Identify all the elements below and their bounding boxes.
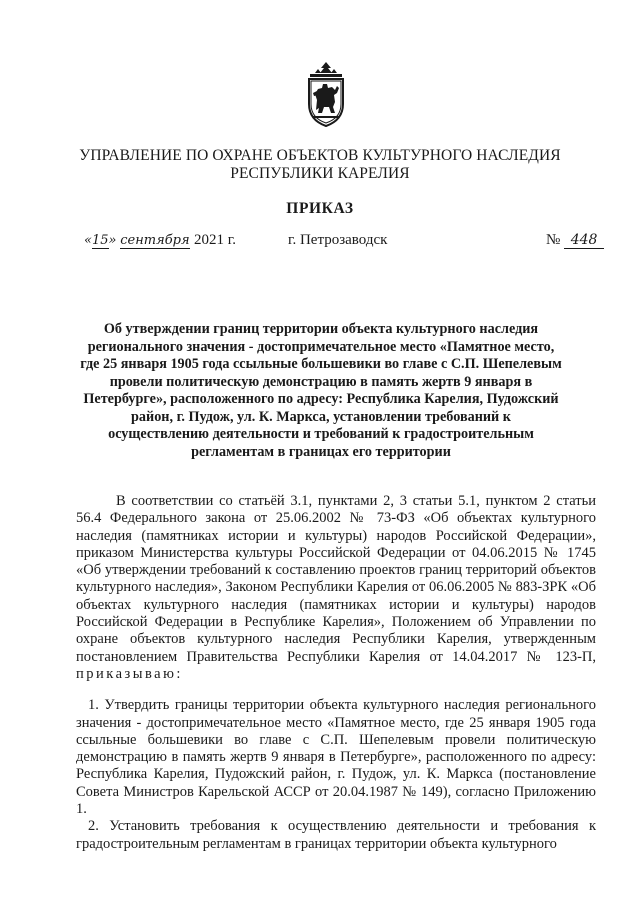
number-prefix: № <box>546 232 561 248</box>
document-type: ПРИКАЗ <box>286 200 354 217</box>
title-line: регламентам в границах его территории <box>191 443 451 460</box>
order-body <box>76 493 596 853</box>
date-day: 15 <box>91 233 109 248</box>
title-line: район, г. Пудож, ул. К. Маркса, установлении требований к <box>131 408 511 425</box>
title-line: провели политическую демонстрацию в память жертв 9 января в <box>109 373 533 390</box>
document-city: г. Петрозаводск <box>288 232 388 248</box>
order-title <box>64 321 578 461</box>
organization-name-line2: РЕСПУБЛИКИ КАРЕЛИЯ <box>230 165 410 182</box>
title-line: Петербурге», расположенного по адресу: Республика Карелия, Пудожский <box>83 391 559 407</box>
title-line: где 25 января 1905 года ссыльные большевики во главе с С.П. Шепелевым <box>80 356 562 372</box>
document-number <box>546 232 604 249</box>
order-item-1: 1. Утвердить границы территории объекта культурного наследия регионального значения - достопримечательное место «Памятное место, где 25 января 1905 года ссыльные большевики во главе с С.П. Шепелевым провели политическую демонстрацию в память жертв 9 января в Петербурге», расположенного по адресу: Республика Карелия, Пудожский район, г. Пудож, ул. К. Маркса (постановление Совета Министров Карельской АССР от 20.04.1987 № 149), согласно Приложению 1. <box>76 697 596 818</box>
title-line: регионального значения - достопримечательное место «Памятное место, <box>87 338 555 355</box>
number-value: 448 <box>564 232 604 249</box>
date-close-quote: » <box>108 233 117 248</box>
title-line: Об утверждении границ территории объекта культурного наследия <box>103 321 539 337</box>
organization-name-line1: УПРАВЛЕНИЕ ПО ОХРАНЕ ОБЪЕКТОВ КУЛЬТУРНОГО НАСЛЕДИЯ <box>79 147 561 164</box>
preamble-text: В соответствии со статьёй 3.1, пунктами 2, 3 статьи 5.1, пунктом 2 статьи 56.4 Федерального закона от 25.06.2002 № 73-ФЗ «Об объектах культурного наследия (памятниках истории и культуры) народов Российской Федерации», приказом Министерства культуры Российской Федерации от 04.06.2015 № 1745 «Об утверждении требований к составлению проектов границ территорий объектов культурного наследия», Законом Республики Карелия от 06.06.2005 № 883-ЗРК «Об объектах культурного наследия (памятниках истории и культуры) народов Российской Федерации в Республике Карелия», Положением об Управлении по охране объектов культурного наследия Республики Карелия, утвержденным постановлением Правительства Республики Карелия от 14.04.2017 № 123-П, <box>76 493 596 665</box>
date-month: сентября <box>120 233 190 248</box>
command-word: приказываю: <box>76 665 183 682</box>
organization-name <box>40 147 600 183</box>
title-line: осуществлению деятельности и требований к градостроительным <box>108 426 534 442</box>
document-date <box>84 232 236 249</box>
date-year: 2021 г. <box>193 232 236 248</box>
date-open-quote: « <box>84 233 92 248</box>
order-item-2: 2. Установить требования к осуществлению деятельности и требования к градостроительным регламентам в границах территории объекта культурного <box>76 818 596 852</box>
preamble-paragraph <box>76 493 596 683</box>
karelia-coat-of-arms-icon <box>304 60 348 128</box>
